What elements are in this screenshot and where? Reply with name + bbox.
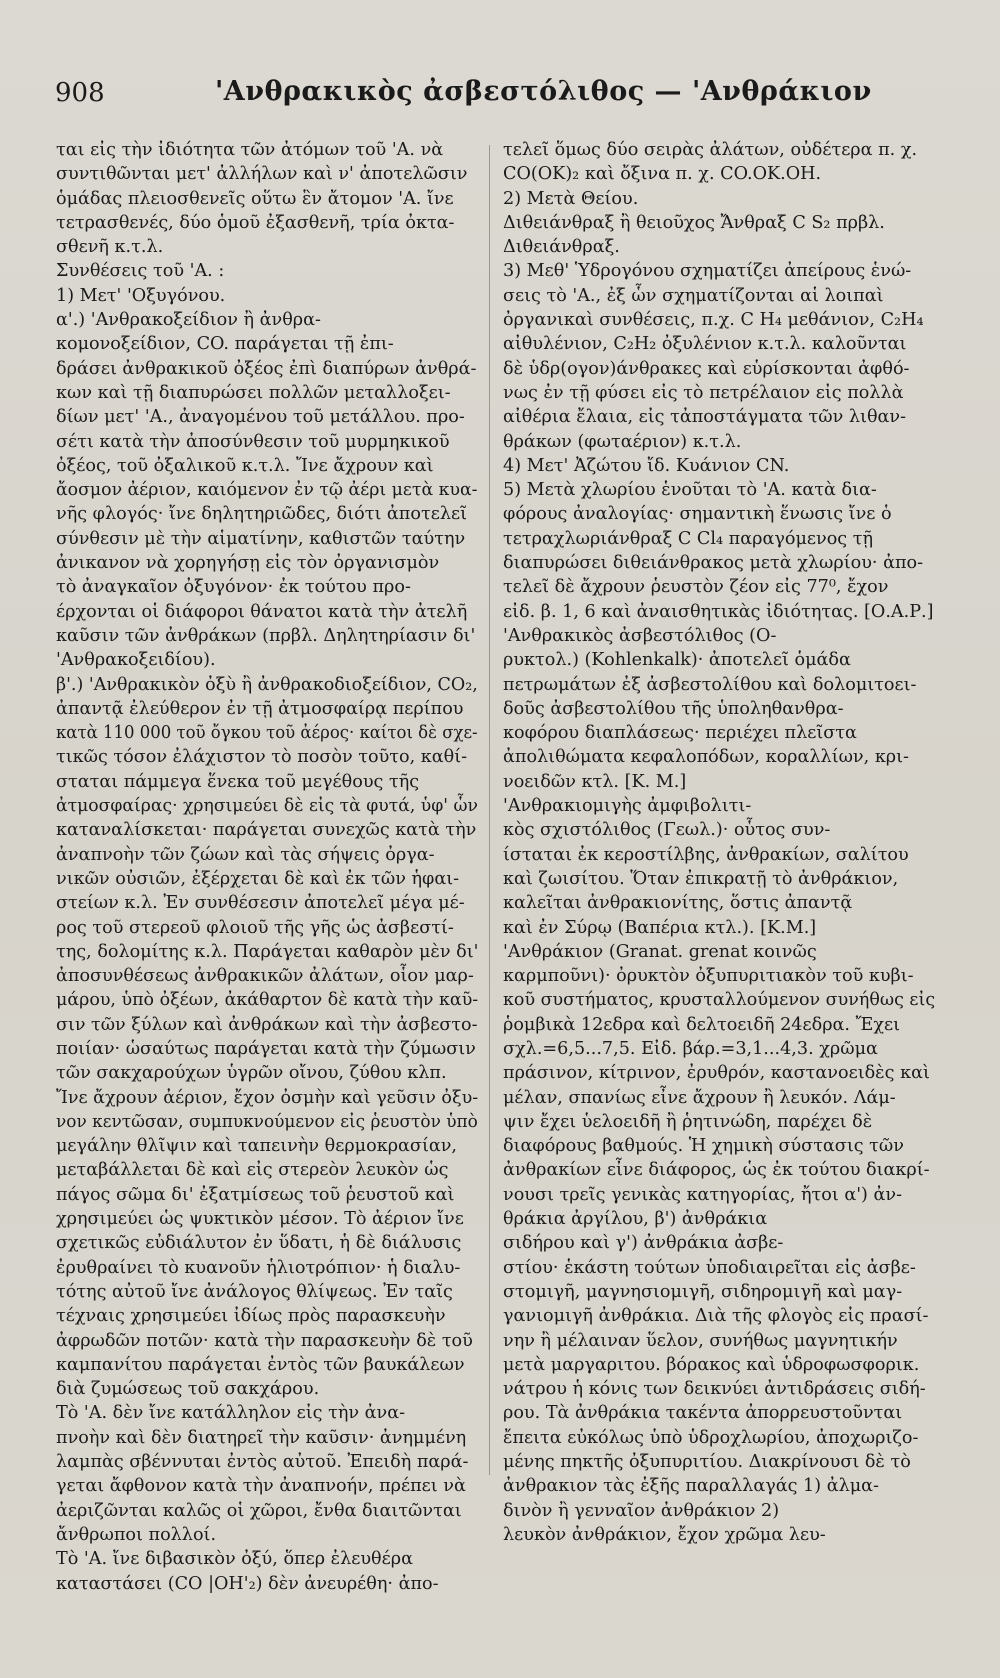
text-line: μεταβάλλεται δὲ καὶ εἰς στερεὸν λευκὸν ὡς bbox=[56, 1160, 449, 1181]
text-line: Τὸ 'Α. δὲν ἴνε κατάλληλον εἰς τὴν ἀνα- bbox=[56, 1403, 406, 1424]
text-line: θράκων (φωταέριον) κ.τ.λ. bbox=[503, 431, 742, 452]
text-line: θράκια ἀργίλου, β') ἀνθράκια bbox=[503, 1209, 768, 1230]
text-line: τετρασθενές, δύο ὁμοῦ ἐξασθενῆ, τρία ὀκτα- bbox=[56, 212, 455, 233]
text-line: δοῦς ἀσβεστολίθου τῆς ὑποληθανθρα- bbox=[503, 698, 844, 719]
text-line: ποιίαν· ὡσαύτως παράγεται κατὰ τὴν ζύμωσιν bbox=[56, 1038, 476, 1059]
text-line: της, δολομίτης κ.λ. Παράγεται καθαρὸν μὲν δι' bbox=[56, 941, 478, 962]
text-line: τελεῖ δὲ ἄχρουν ῥευστὸν ζέον εἰς 77⁰, ἔχον bbox=[503, 577, 889, 598]
text-line: ἀποσυνθέσεως ἀνθρακικῶν ἀλάτων, οἷον μαρ- bbox=[56, 966, 474, 987]
text-line: σιν τῶν ξύλων καὶ ἀνθράκων καὶ τὴν ἀσβεστο- bbox=[56, 1014, 478, 1035]
text-line: CO(OK)₂ καὶ ὄξινα π. χ. CO.OK.OH. bbox=[503, 164, 822, 185]
text-line: ἀτμοσφαίρας· χρησιμεύει δὲ εἰς τὰ φυτά, ὑφ' ὧν bbox=[56, 796, 478, 817]
page-number: 908 bbox=[55, 78, 105, 108]
text-line: τότης αὐτοῦ ἴνε ἀνάλογος θλίψεως. Ἐν ταῖς bbox=[56, 1281, 453, 1302]
text-line: διαπυρώσει διθειάνθρακος μετὰ χλωρίου· ἀπο- bbox=[503, 553, 924, 574]
text-line: σχλ.=6,5...7,5. Εἰδ. βάρ.=3,1...4,3. χρῶμα bbox=[503, 1038, 878, 1059]
text-line: ψιν ἔχει ὑελοειδῆ ἢ ῥητινώδη, παρέχει δὲ bbox=[503, 1111, 873, 1132]
text-line: δίων μετ' 'Α., ἀναγομένου τοῦ μετάλλου. προ- bbox=[56, 407, 465, 428]
text-line: νικῶν οὐσιῶν, ἐξέρχεται δὲ καὶ ἐκ τῶν ἡφαι- bbox=[56, 868, 460, 889]
text-line: αἰθυλένιον, C₂H₂ ὀξυλένιον κ.τ.λ. καλοῦνται bbox=[503, 334, 907, 355]
text-line: κὸς σχιστόλιθος (Γεωλ.)· οὗτος συν- bbox=[503, 820, 831, 841]
text-line: λευκὸν ἀνθράκιον, ἔχον χρῶμα λευ- bbox=[503, 1524, 826, 1545]
text-line: τελεῖ ὅμως δύο σειρὰς ἀλάτων, οὐδέτερα π. χ. bbox=[503, 140, 918, 160]
text-line: ρου. Τὰ ἀνθράκια τακέντα ἀπορρευστοῦνται bbox=[503, 1403, 903, 1424]
text-line: κοῦ συστήματος, κρυσταλλούμενον συνήθως εἰς bbox=[503, 990, 935, 1011]
text-line: καὶ ζωισίτου. Ὅταν ἐπικρατῇ τὸ ἀνθράκιον, bbox=[503, 868, 899, 889]
text-line: συντιθῶνται μετ' ἀλλήλων καὶ ν' ἀποτελῶσιν bbox=[56, 164, 468, 185]
text-line: γεται ἄφθονον κατὰ τὴν ἀναπνοήν, πρέπει νὰ bbox=[56, 1476, 466, 1497]
text-line: κομονοξείδιον, CO. παράγεται τῇ ἐπι- bbox=[56, 334, 394, 355]
text-line: ρυκτολ.) (Kohlenkalk)· ἀποτελεῖ ὁμάδα bbox=[503, 650, 851, 671]
text-line: νοειδῶν κτλ. [Κ. Μ.] bbox=[503, 771, 687, 792]
text-line: κων καὶ τῇ διαπυρώσει πολλῶν μεταλλοξει- bbox=[56, 382, 451, 403]
text-line: Ἴνε ἄχρουν ἀέριον, ἔχον ὀσμὴν καὶ γεῦσιν ὀξυ- bbox=[56, 1087, 478, 1108]
text-line: 2) Μετὰ Θείου. bbox=[503, 188, 639, 209]
text-line: νως ἐν τῇ φύσει εἰς τὸ πετρέλαιον εἰς πολλὰ bbox=[503, 382, 904, 403]
column-divider bbox=[489, 145, 490, 1475]
text-line: σεις τὸ 'Α., ἐξ ὧν σχηματίζονται αἱ λοιπαὶ bbox=[503, 285, 884, 306]
page-header bbox=[55, 70, 955, 120]
text-line: ὀργανικαὶ συνθέσεις, π.χ. C H₄ μεθάνιον, C₂H₄ bbox=[503, 310, 924, 331]
text-line: ἀπαντᾷ ἐλεύθερον ἐν τῇ ἀτμοσφαίρᾳ περίπου bbox=[56, 698, 464, 719]
text-line: Συνθέσεις τοῦ 'Α. : bbox=[56, 261, 225, 282]
text-line: μέλαν, σπανίως εἶνε ἄχρουν ἢ λευκόν. Λάμ- bbox=[503, 1087, 896, 1108]
text-line: πάγος σῶμα δι' ἐξατμίσεως τοῦ ῥευστοῦ καὶ bbox=[56, 1184, 455, 1205]
text-line: δινὸν ἢ γενναῖον ἀνθράκιον 2) bbox=[503, 1500, 780, 1521]
text-line: καταναλίσκεται· παράγεται συνεχῶς κατὰ τὴν bbox=[56, 820, 477, 841]
text-line: ἀνθρακίων εἶνε διάφορος, ὡς ἐκ τούτου διακρί- bbox=[503, 1160, 930, 1181]
text-line: καῦσιν τῶν ἀνθράκων (πρβλ. Δηλητηρίασιν δι' bbox=[56, 625, 476, 646]
text-line: Τὸ 'Α. ἴνε διβασικὸν ὀξύ, ὅπερ ἐλευθέρα bbox=[56, 1549, 413, 1570]
text-line: ἀνθρακιον τὰς ἑξῆς παραλλαγάς 1) ἀλμα- bbox=[503, 1476, 879, 1497]
text-line: ίσταται ἐκ κεροστίλβης, ἀνθρακίων, σαλίτου bbox=[503, 844, 909, 865]
text-line: 'Ανθρακικὸς ἀσβεστόλιθος (Ο- bbox=[503, 625, 777, 646]
text-line: 'Ανθρακιομιγὴς ἀμφιβολιτι- bbox=[503, 796, 752, 817]
text-line: β'.) 'Ανθρακικὸν ὀξὺ ἢ ἀνθρακοδιοξείδιον, CO₂, bbox=[56, 674, 478, 695]
text-line: 'Ανθράκιον (Granat. grenat κοινῶς bbox=[503, 941, 817, 962]
text-line: μάρου, ὑπὸ ὀξέων, ἀκάθαρτον δὲ κατὰ τὴν καῦ- bbox=[56, 990, 478, 1011]
text-line: ἀναπνοὴν τῶν ζώων καὶ τὰς σήψεις ὀργα- bbox=[56, 844, 435, 865]
text-line: 3) Μεθ' Ὑδρογόνου σχηματίζει ἀπείρους ἑνώ- bbox=[503, 261, 912, 282]
text-line: ρος τοῦ στερεοῦ φλοιοῦ τῆς γῆς ὡς ἀσβεστί- bbox=[56, 917, 454, 938]
text-line: ῥομβικὰ 12εδρα καὶ δελτοειδῆ 24εδρα. Ἔχει bbox=[503, 1014, 901, 1035]
text-line: τέχναις χρησιμεύει ἰδίως πρὸς παρασκευὴν bbox=[56, 1306, 446, 1327]
text-line: 'Ανθρακοξειδίου). bbox=[56, 650, 216, 671]
text-line: ἐρυθραίνει τὸ κυανοῦν ἡλιοτρόπιον· ἡ διαλυ- bbox=[56, 1257, 461, 1278]
text-line: δράσει ἀνθρακικοῦ ὀξέος ἐπὶ διαπύρων ἀνθρά- bbox=[56, 358, 477, 379]
text-line: ἄοσμον ἀέριον, καιόμενον ἐν τῷ ἀέρι μετὰ κυα- bbox=[56, 480, 478, 501]
text-line: φόρους ἀναλογίας· σημαντικὴ ἕνωσις ἴνε ὁ bbox=[503, 504, 892, 525]
text-line: τὸ ἀναγκαῖον ὀξυγόνον· ἐκ τούτου προ- bbox=[56, 577, 411, 598]
text-line: μένης πηκτῆς ὀξυπυριτίου. Διακρίνουσι δὲ τὸ bbox=[503, 1452, 911, 1473]
text-line: ἀφρωδῶν ποτῶν· κατὰ τὴν παρασκευὴν δὲ τοῦ bbox=[56, 1330, 473, 1351]
text-line: καρμποῦνι)· ὀρυκτὸν ὀξυπυριτιακὸν τοῦ κυβι- bbox=[503, 966, 914, 987]
text-line: λαμπὰς σβέννυται ἐντὸς αὐτοῦ. Ἐπειδὴ παρά- bbox=[56, 1452, 469, 1473]
text-line: νουσι τρεῖς γενικὰς κατηγορίας, ἤτοι α') ἀν- bbox=[503, 1184, 903, 1205]
text-line: νῆς φλογός· ἴνε δηλητηριῶδες, διότι ἀποτελεῖ bbox=[56, 504, 467, 525]
text-line: ἄνθρωποι πολλοί. bbox=[56, 1524, 217, 1545]
text-line: ὁμάδας πλειοσθενεῖς οὕτω ἓν ἄτομον 'Α. ἴνε bbox=[56, 188, 454, 209]
right-column bbox=[503, 138, 935, 1547]
text-line: νον κεντῶσαν, συμπυκνούμενον εἰς ῥευστὸν ὑπὸ bbox=[56, 1111, 478, 1132]
text-line: χρησιμεύει ὡς ψυκτικὸν μέσον. Τὸ ἀέριον ἴνε bbox=[56, 1209, 464, 1230]
text-line: ἀνικανον νὰ χορηγήσῃ εἰς τὸν ὀργανισμὸν bbox=[56, 553, 440, 574]
text-line: καλεῖται ἀνθρακιονίτης, ὅστις ἀπαντᾷ bbox=[503, 893, 853, 914]
text-line: ἔπειτα εὐκόλως ὑπὸ ὑδροχλωρίου, ἀποχωριζο- bbox=[503, 1427, 919, 1448]
text-line: τικῶς τόσον ἐλάχιστον τὸ ποσὸν τοῦτο, καθί- bbox=[56, 747, 468, 768]
text-line: στομιγῆ, μαγνησιομιγῆ, σιδηρομιγῆ καὶ μαγ- bbox=[503, 1281, 903, 1302]
text-line: γανιομιγῆ ἀνθράκια. Διὰ τῆς φλογὸς εἰς πρασί- bbox=[503, 1306, 929, 1327]
text-line: καμπανίτου παράγεται ἐντὸς τῶν βαυκάλεων bbox=[56, 1354, 465, 1375]
text-line: κατὰ 110 000 τοῦ ὄγκου τοῦ ἀέρος· καίτοι δὲ σχε- bbox=[56, 723, 478, 744]
text-line: σθενῆ κ.τ.λ. bbox=[56, 237, 164, 258]
text-line: νην ἢ μέλαιναν ὕελον, συνήθως μαγνητικήν bbox=[503, 1330, 898, 1351]
text-line: κοφόρου διαπλάσεως· περιέχει πλεῖστα bbox=[503, 723, 857, 744]
text-line: 1) Μετ' 'Οξυγόνου. bbox=[56, 285, 226, 306]
text-line: σέτι κατὰ τὴν ἀποσύνθεσιν τοῦ μυρμηκικοῦ bbox=[56, 431, 450, 452]
text-line: τῶν σακχαρούχων ὑγρῶν οἴνου, ζύθου κλπ. bbox=[56, 1063, 447, 1084]
text-line: διαφόρους βαθμούς. Ἡ χημικὴ σύστασις τῶν bbox=[503, 1136, 904, 1157]
text-line: μετὰ μαργαριτου. βόρακος καὶ ὑδροφωσφορικ. bbox=[503, 1354, 920, 1375]
text-line: ται εἰς τὴν ἰδιότητα τῶν ἀτόμων τοῦ 'Α. νὰ bbox=[56, 140, 444, 160]
text-line: ἀεριζῶνται καλῶς οἱ χῶροι, ἔνθα διαιτῶνται bbox=[56, 1500, 462, 1521]
text-line: α'.) 'Ανθρακοξείδιον ἢ ἀνθρα- bbox=[56, 310, 321, 331]
text-line: νάτρου ἡ κόνις των δεικνύει ἀντιδράσεις σιδή- bbox=[503, 1379, 926, 1400]
text-line: έρχονται οἱ διάφοροι θάνατοι κατὰ τὴν ἀτελῆ bbox=[56, 601, 468, 622]
text-line: Διθειάνθραξ. bbox=[503, 237, 620, 258]
text-line: αἰθέρια ἔλαια, εἰς τἀποστάγματα τῶν λιθαν- bbox=[503, 407, 907, 428]
running-head: 'Ανθρακικὸς ἀσβεστόλιθος — 'Ανθράκιον bbox=[215, 76, 872, 107]
left-column bbox=[56, 138, 478, 1596]
text-line: 5) Μετὰ χλωρίου ἑνοῦται τὸ 'Α. κατὰ δια- bbox=[503, 480, 877, 501]
text-line: σιδήρου καὶ γ') ἀνθράκια ἀσβε- bbox=[503, 1233, 784, 1254]
text-line: μεγάλην θλῖψιν καὶ ταπεινὴν θερμοκρασίαν, bbox=[56, 1136, 458, 1157]
text-line: πετρωμάτων ἐξ ἀσβεστολίθου καὶ δολομιτοει- bbox=[503, 674, 917, 695]
text-line: 4) Μετ' Ἀζώτου ἴδ. Κυάνιον CN. bbox=[503, 455, 790, 476]
text-line: δὲ ὑδρ(ογον)άνθρακες καὶ εὑρίσκονται ἀφθό- bbox=[503, 358, 910, 379]
text-line: Διθειάνθραξ ἢ θειοῦχος Ἄνθραξ C S₂ πρβλ. bbox=[503, 212, 885, 233]
text-line: καὶ ἐν Σύρῳ (Βαπέρια κτλ.). [Κ.Μ.] bbox=[503, 917, 817, 938]
text-line: τετραχλωριάνθραξ C Cl₄ παραγόμενος τῇ bbox=[503, 528, 874, 549]
text-line: καταστάσει (CO |OH'₂) δὲν ἀνευρέθη· ἀπο- bbox=[56, 1573, 439, 1594]
text-line: πράσινον, κίτρινον, ἐρυθρόν, καστανοειδὲς καὶ bbox=[503, 1063, 930, 1084]
text-line: στείων κ.λ. Ἐν συνθέσεσιν ἀποτελεῖ μέγα μέ- bbox=[56, 893, 465, 914]
text-line: ὀξέος, τοῦ ὀξαλικοῦ κ.τ.λ. Ἴνε ἄχρουν καὶ bbox=[56, 455, 434, 476]
text-line: ἀπολιθώματα κεφαλοπόδων, κοραλλίων, κρι- bbox=[503, 747, 909, 768]
text-line: εἰδ. β. 1, 6 καὶ ἀναισθητικὰς ἰδιότητας. [Ο.Α.Ρ.] bbox=[503, 601, 934, 622]
text-line: σύνθεσιν μὲ τὴν αἱματίνην, καθιστῶν ταύτην bbox=[56, 528, 466, 549]
text-line: πνοὴν καὶ δὲν διατηρεῖ τὴν καῦσιν· ἀνημμένη bbox=[56, 1427, 467, 1448]
text-line: σχετικῶς εὐδιάλυτον ἐν ὕδατι, ἡ δὲ διάλυσις bbox=[56, 1233, 462, 1254]
text-line: διὰ ζυμώσεως τοῦ σακχάρου. bbox=[56, 1379, 320, 1400]
text-line: σταται πάμμεγα ἕνεκα τοῦ μεγέθους τῆς bbox=[56, 771, 420, 792]
text-line: στίου· ἑκάστη τούτων ὑποδιαιρεῖται εἰς ἀσβε- bbox=[503, 1257, 916, 1278]
